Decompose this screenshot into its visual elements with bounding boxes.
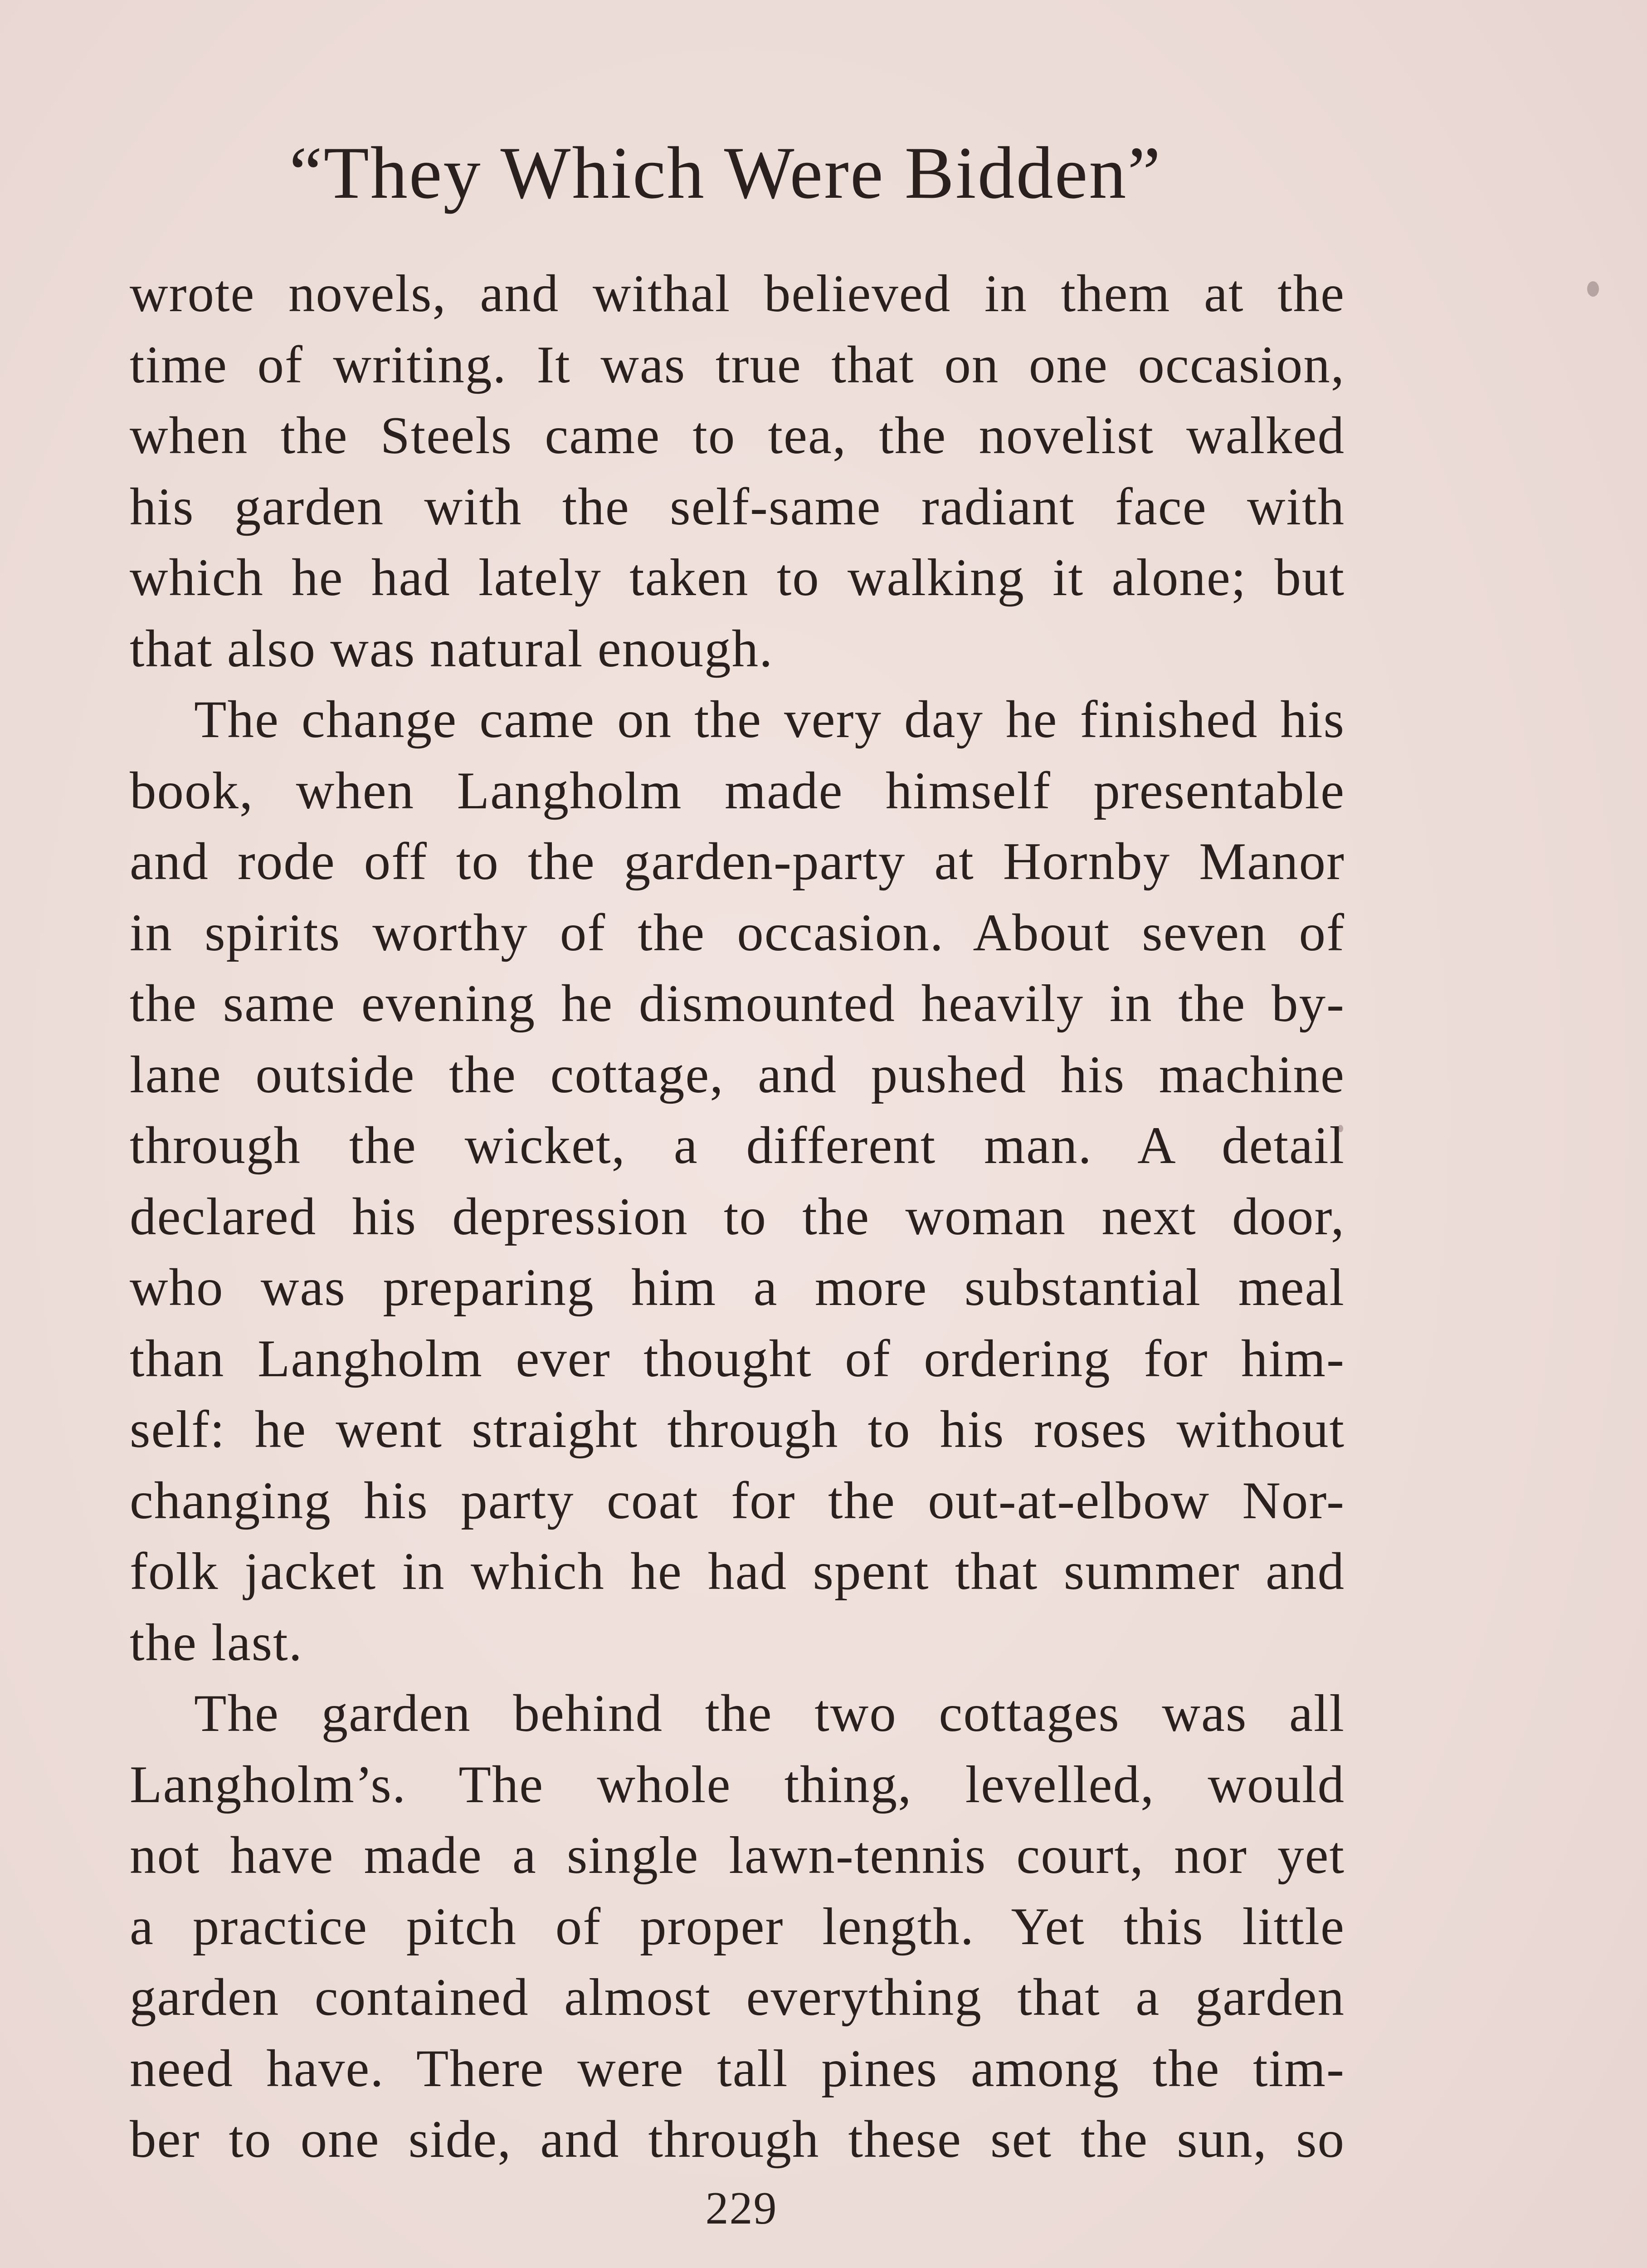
text-line: wrote novels, and withal believed in them at the	[130, 264, 1345, 323]
text-line: book, when Langholm made himself presentable	[130, 761, 1345, 820]
text-line: his garden with the self-same radiant face with	[130, 477, 1345, 536]
text-line: when the Steels came to tea, the novelist walked	[130, 406, 1345, 465]
text-line: lane outside the cottage, and pushed his machine	[130, 1045, 1345, 1104]
text-line: a practice pitch of proper length. Yet this little	[130, 1897, 1345, 1956]
text-line: not have made a single lawn-tennis court, nor yet	[130, 1826, 1345, 1885]
text-line: declared his depression to the woman next door,	[130, 1187, 1345, 1246]
text-line: Langholm’s. The whole thing, levelled, would	[130, 1755, 1345, 1814]
text-line: and rode off to the garden-party at Hornby Manor	[130, 832, 1345, 891]
text-line: that also was natural enough.	[130, 619, 774, 678]
page-number: 229	[705, 2183, 778, 2234]
text-line: the same evening he dismounted heavily in the by-	[130, 974, 1345, 1033]
text-line: garden contained almost everything that a garden	[130, 1968, 1345, 2027]
paragraph-3	[130, 1678, 1345, 2175]
text-line: who was preparing him a more substantial meal	[130, 1258, 1345, 1317]
text-line: self: he went straight through to his roses without	[130, 1400, 1345, 1459]
body-text	[130, 259, 1345, 2175]
paragraph-2	[130, 684, 1345, 1678]
text-line: ber to one side, and through these set the sun, so	[130, 2110, 1345, 2169]
text-line: which he had lately taken to walking it alone; but	[130, 548, 1345, 607]
text-line: folk jacket in which he had spent that summer and	[130, 1542, 1345, 1601]
text-line: through the wicket, a different man. A detail	[130, 1116, 1345, 1175]
text-line: in spirits worthy of the occasion. About seven of	[130, 903, 1345, 962]
text-line: the last.	[130, 1613, 303, 1672]
text-line: than Langholm ever thought of ordering for him-	[130, 1329, 1345, 1388]
text-line: changing his party coat for the out-at-elbow Nor-	[130, 1471, 1345, 1530]
ink-speck	[1338, 1125, 1343, 1132]
paragraph-1	[130, 259, 1345, 684]
text-line: need have. There were tall pines among the tim-	[130, 2039, 1345, 2098]
running-head: “They Which Were Bidden”	[289, 132, 1162, 214]
text-line: time of writing. It was true that on one occasion,	[130, 335, 1345, 394]
ink-speck	[1587, 281, 1599, 297]
text-line: The garden behind the two cottages was all	[194, 1684, 1345, 1743]
text-line: The change came on the very day he finished his	[194, 690, 1345, 749]
